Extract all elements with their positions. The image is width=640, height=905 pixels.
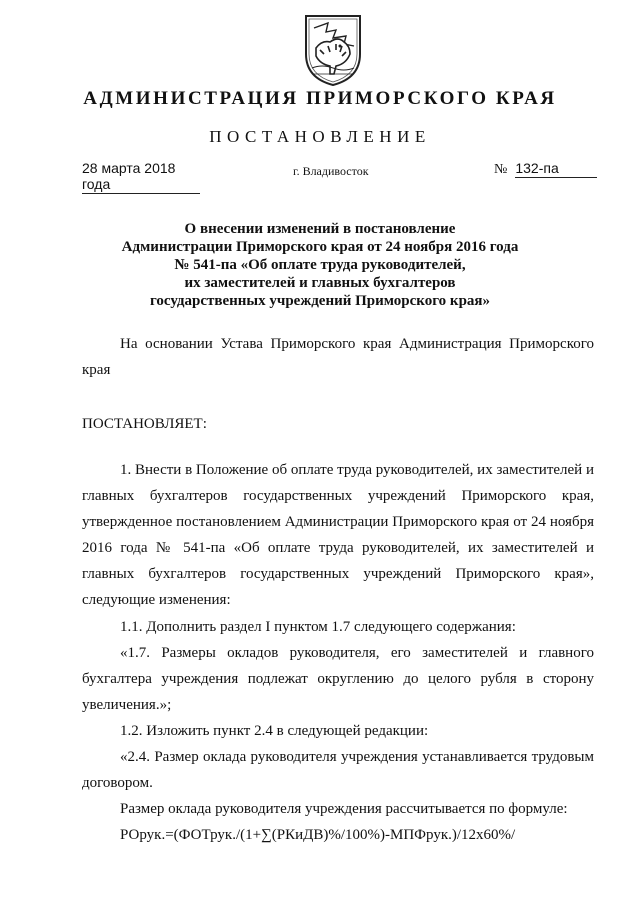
document-type: ПОСТАНОВЛЕНИЕ — [209, 127, 431, 146]
resolves-heading: ПОСТАНОВЛЯЕТ: — [82, 416, 207, 432]
number-value: 132-па — [515, 160, 597, 178]
primorsky-coat-of-arms-icon — [300, 12, 366, 88]
document-city: г. Владивосток — [293, 164, 369, 178]
title-line: Администрации Приморского края от 24 ноября 2016 года — [121, 239, 519, 255]
title-line: № 541-па «Об оплате труда руководителей, — [174, 257, 466, 273]
organization-name: АДМИНИСТРАЦИЯ ПРИМОРСКОГО КРАЯ — [83, 88, 557, 109]
document-title — [0, 220, 640, 310]
title-line: их заместителей и главных бухгалтеров — [184, 275, 456, 291]
item-1-2-paragraph: 1.2. Изложить пункт 2.4 в следующей редакции: — [120, 723, 429, 739]
number-sign: № — [494, 162, 508, 177]
item-1-paragraph: 1. Внести в Положение об оплате труда руководителей, их заместителей и главных бухгалтеров государственных учреждений Приморского края, утвержденное постановлением Администрации Приморского края от 24 ноября 2016 года № 541-па «Об оплате труда руководителей, их заместителей и главных бухгалтеров государственных учреждений Приморского края», следующие изменения: — [82, 462, 594, 608]
item-1-1-paragraph: 1.1. Дополнить раздел I пунктом 1.7 следующего содержания: — [120, 619, 516, 635]
title-line: О внесении изменений в постановление — [184, 221, 456, 237]
item-1-7-text: «1.7. Размеры окладов руководителя, его заместителей и главного бухгалтера учреждения подлежат округлению до целого рубля в сторону увеличения.»; — [82, 645, 594, 713]
formula-intro: Размер оклада руководителя учреждения рассчитывается по формуле: — [120, 801, 568, 817]
title-line: государственных учреждений Приморского края» — [149, 293, 491, 309]
document-number — [494, 160, 597, 178]
basis-paragraph: На основании Устава Приморского края Администрация Приморского края — [82, 336, 594, 378]
item-2-4-text: «2.4. Размер оклада руководителя учреждения устанавливается трудовым договором. — [82, 749, 594, 791]
document-date: 28 марта 2018 года — [82, 160, 200, 194]
salary-formula: РОрук.=(ФОТрук./(1+∑(РКиДВ)%/100%)-МПФрук.)/12х60%/ — [120, 827, 516, 843]
